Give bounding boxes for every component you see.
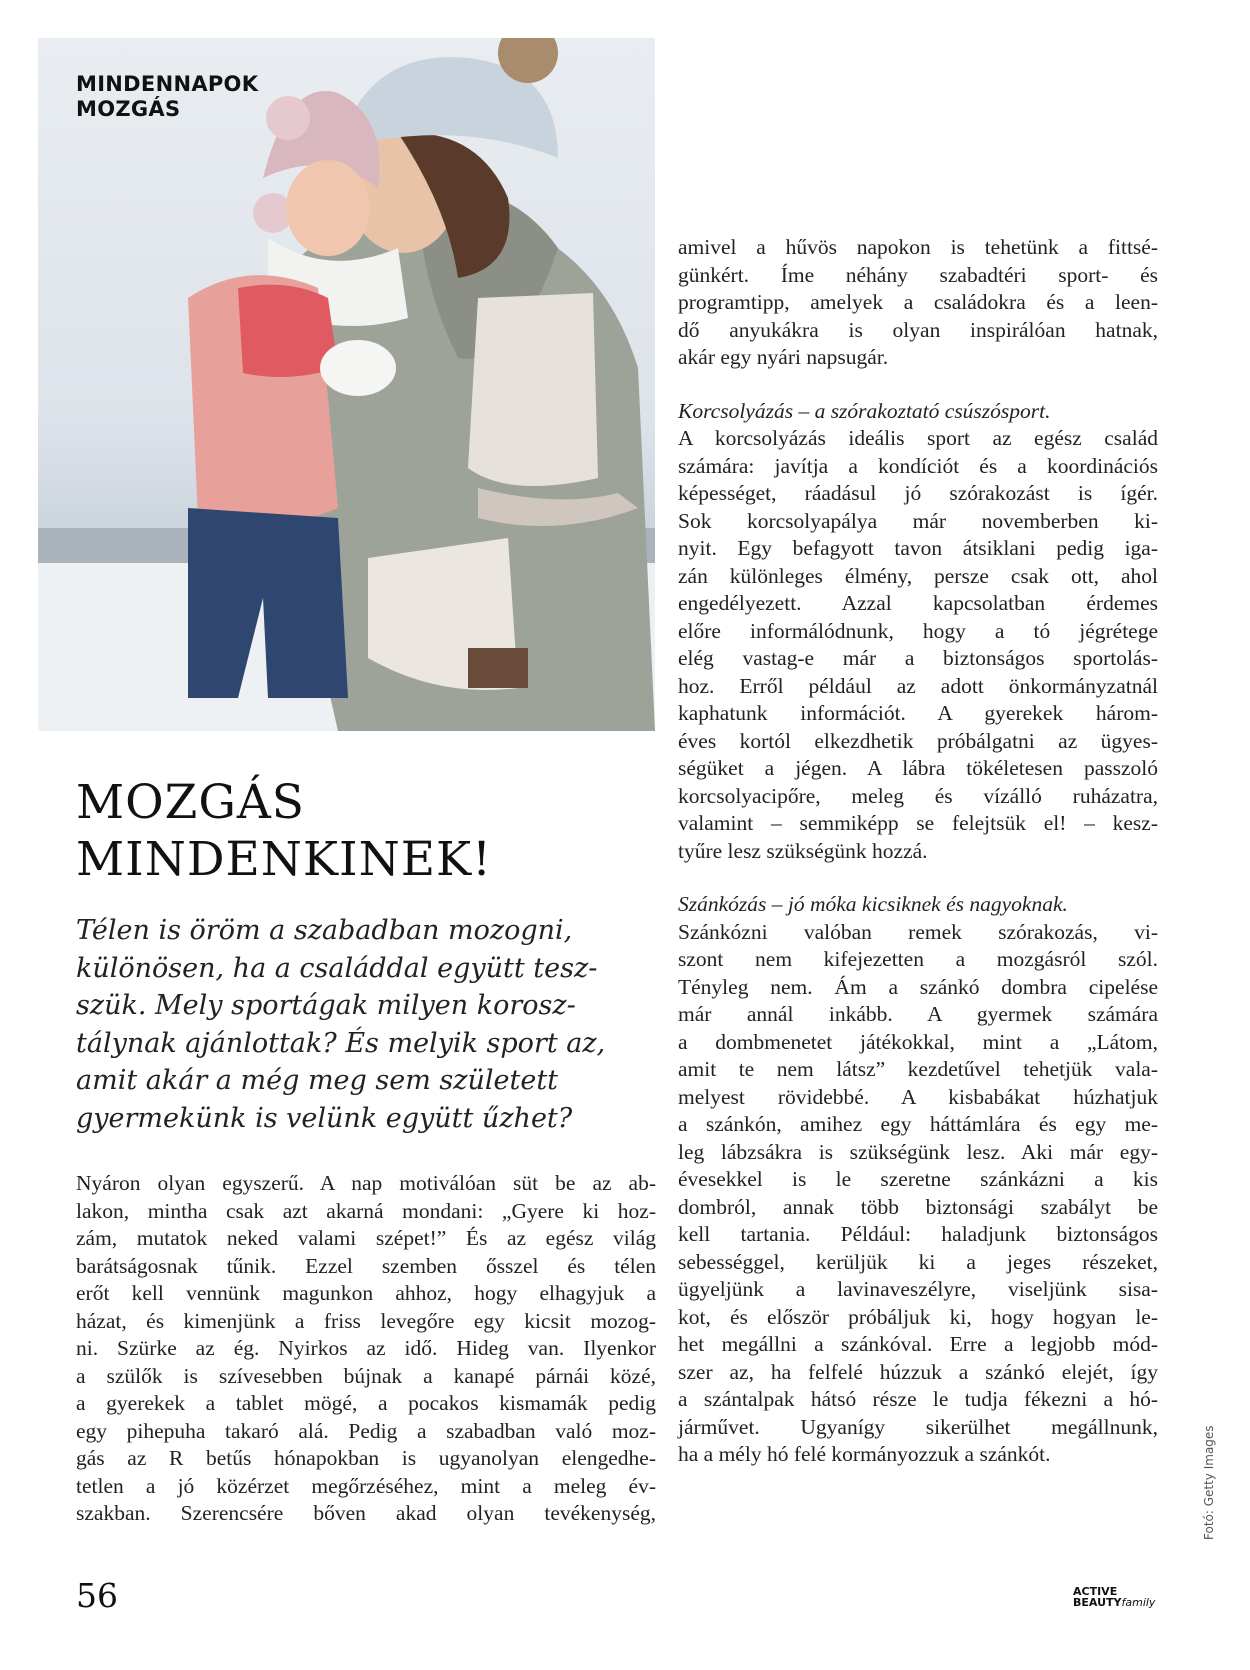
sledding-line: a dombmenetet játékokkal, mint a „Látom,	[678, 1029, 1158, 1054]
body-line: akár egy nyári napsugár.	[678, 345, 889, 369]
page-number: 56	[76, 1576, 118, 1615]
body-line: erőt kell vennünk magunkon ahhoz, hogy elhagyjuk a	[76, 1281, 656, 1305]
body-line: a gyerekek a tablet mögé, a pocakos kismamák pedig	[76, 1391, 656, 1415]
skating-line: tyűre lesz szükségünk hozzá.	[678, 838, 928, 863]
brand-line-2	[1073, 1597, 1155, 1608]
body-line: ni. Szürke az ég. Nyirkos az idő. Hideg van. Ilyenkor	[76, 1336, 656, 1360]
section-label	[76, 72, 258, 122]
skating-line: elég vastag-e már a biztonságos sportolás-	[678, 646, 1158, 670]
skating-line: valamint – semmiképp se felejtsük el! – kesz-	[678, 811, 1158, 835]
sledding-line: járművet. Ugyanígy sikerülhet megállnunk,	[678, 1414, 1158, 1439]
body-line: günkért. Íme néhány szabadtéri sport- és	[678, 262, 1158, 287]
lead-line: gyermekünk is velünk együtt űzhet?	[76, 1102, 573, 1134]
skating-line: zán különleges élmény, persze csak ott, ahol	[678, 563, 1158, 588]
body-line: gás az R betűs hónapokban is ugyanolyan elengedhe-	[76, 1446, 656, 1470]
body-line: szakban. Szerencsére bőven akad olyan tevékenység,	[76, 1501, 656, 1525]
brand-family: family	[1121, 1596, 1156, 1609]
hero-photo	[38, 38, 655, 731]
skating-line: kaphatunk információt. A gyerekek három-	[678, 701, 1158, 725]
sledding-line: kell tartania. Például: haladjunk biztonságos	[678, 1222, 1158, 1246]
section-label-line: MOZGÁS	[76, 97, 181, 121]
sledding-line: ha a mély hó felé kormányozzuk a szánkót.	[678, 1442, 1051, 1466]
sledding-line: már annál inkább. A gyermek számára	[678, 1002, 1158, 1026]
body-line: barátságosnak tűnik. Ezzel szemben ősszel és télen	[76, 1253, 656, 1278]
sledding-line: ügyeljünk a lavinaveszélyre, viseljünk sisa-	[678, 1277, 1158, 1301]
body-line: egy pihepuha takaró alá. Pedig a szabadban való moz-	[76, 1418, 656, 1443]
sledding-line: dombról, annak több biztonsági szabályt be	[678, 1194, 1158, 1219]
skating-line: éves kortól elkezdhetik próbálgatni az ügyes-	[678, 728, 1158, 753]
skating-line: hoz. Erről például az adott önkormányzatnál	[678, 673, 1158, 698]
sledding-line: szer az, ha felfelé húzzuk a szánkó elejét, így	[678, 1359, 1158, 1384]
paragraph-gap	[678, 372, 1158, 398]
sledding-line: évesekkel is le szeretne szánkázni a kis	[678, 1167, 1158, 1191]
body-line: zám, mutatok neked valami szépet!” És az egész világ	[76, 1226, 656, 1250]
section-label-line: MINDENNAPOK	[76, 72, 259, 96]
article-lead	[76, 912, 666, 1137]
skating-line: számára: javítja a kondíciót és a koordinációs	[678, 453, 1158, 478]
body-line: lakon, mintha csak azt akarná mondani: „Gyere ki hoz-	[76, 1198, 656, 1223]
body-line: programtipp, amelyek a családokra és a leen-	[678, 290, 1158, 314]
lead-line: különösen, ha a családdal együtt tesz-	[76, 952, 598, 984]
mother-child-skating-illustration	[38, 38, 655, 731]
lead-line: Télen is öröm a szabadban mozogni,	[76, 915, 573, 946]
sledding-line: szont nem kifejezetten a mozgásról szól.	[678, 947, 1158, 971]
headline-line: MOZGÁS	[76, 775, 305, 830]
brand-logo	[1073, 1586, 1155, 1608]
skating-line: nyit. Egy befagyott tavon átsiklani pedig iga-	[678, 536, 1158, 560]
headline-line: MINDENKINEK!	[76, 832, 493, 887]
paragraph-gap	[678, 865, 1158, 891]
sledding-line: het megállni a szánkóval. Erre a legjobb mód-	[678, 1332, 1158, 1356]
skating-line: engedélyezett. Azzal kapcsolatban érdemes	[678, 591, 1158, 615]
skating-line: ségüket a jégen. A lábra tökéletesen passzoló	[678, 756, 1158, 780]
article-headline	[76, 774, 676, 888]
sledding-line: Tényleg nem. Ám a szánkó dombra cipelése	[678, 974, 1158, 999]
lead-line: szük. Mely sportágak milyen korosz-	[76, 990, 576, 1021]
body-column-right	[678, 234, 1158, 1469]
body-line: Nyáron olyan egyszerű. A nap motiválóan süt be az ab-	[76, 1171, 656, 1195]
sledding-line: amit te nem látsz” kezdetűvel tehetjük vala-	[678, 1057, 1158, 1081]
sledding-line: Szánkózni valóban remek szórakozás, vi-	[678, 919, 1158, 944]
lead-line: tálynak ajánlottak? És melyik sport az,	[76, 1027, 606, 1059]
body-line: házat, és kimenjünk a friss levegőre egy kicsit mozog-	[76, 1308, 656, 1333]
sledding-line: kot, és először próbáljuk ki, hogy hogyan le-	[678, 1304, 1158, 1329]
skating-line: előre informálódnunk, hogy a tó jégrétege	[678, 618, 1158, 643]
sledding-line: sebességgel, kerüljük ki a jeges részeket,	[678, 1249, 1158, 1274]
sledding-line: melyest rövidebbé. A kisbabákat húzhatjuk	[678, 1084, 1158, 1109]
sledding-line: leg lábzsákra is szükségünk lesz. Aki már egy-	[678, 1139, 1158, 1164]
photo-credit: Fotó: Getty Images	[1202, 1425, 1216, 1540]
body-line: amivel a hűvös napokon is tehetünk a fittsé-	[678, 235, 1158, 259]
skating-line: Sok korcsolyapálya már novemberben ki-	[678, 508, 1158, 533]
skating-line: képességet, ráadásul jó szórakozást is ígér.	[678, 481, 1158, 505]
skating-subhead: Korcsolyázás – a szórakoztató csúszósport.	[678, 398, 1051, 423]
lead-line: amit akár a még meg sem született	[76, 1065, 559, 1096]
body-line: tetlen a jó közérzet megőrzéséhez, mint a meleg év-	[76, 1473, 656, 1498]
sledding-line: a szánkón, amihez egy háttámlára és egy me-	[678, 1112, 1158, 1136]
body-column-left	[76, 1170, 656, 1528]
brand-line: ACTIVE	[1073, 1585, 1118, 1598]
sledding-subhead: Szánkózás – jó móka kicsiknek és nagyoknak.	[678, 892, 1068, 916]
skating-line: A korcsolyázás ideális sport az egész család	[678, 426, 1158, 450]
sledding-line: a szántalpak hátsó része le tudja fékezni a hó-	[678, 1387, 1158, 1411]
skating-line: korcsolyacipőre, meleg és vízálló ruházatra,	[678, 783, 1158, 808]
body-line: a szülők is szívesebben bújnak a kanapé párnái közé,	[76, 1363, 656, 1388]
body-line: dő anyukákra is olyan inspirálóan hatnak,	[678, 317, 1158, 342]
brand-word: BEAUTY	[1073, 1596, 1122, 1609]
